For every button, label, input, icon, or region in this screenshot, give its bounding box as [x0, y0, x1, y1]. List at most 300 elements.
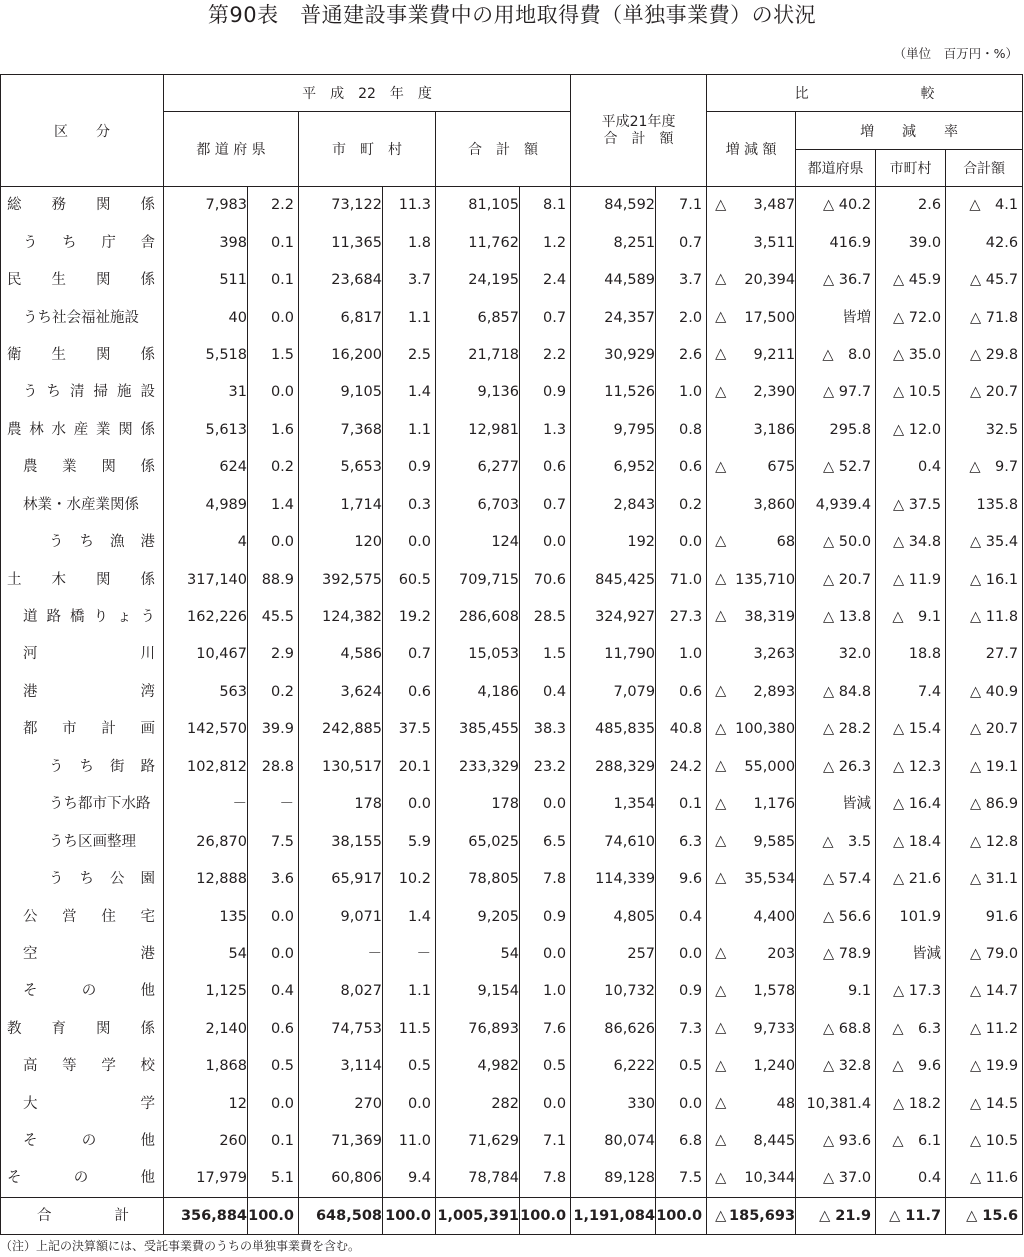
rate-total: △ 79.0 — [946, 935, 1023, 972]
rate-pref: △ 37.0 — [796, 1160, 876, 1197]
muni-value: 4,586 — [299, 636, 383, 673]
rate-muni: △ 16.4 — [876, 786, 946, 823]
total-value: 124 — [436, 523, 520, 560]
label-char: 住 — [101, 908, 116, 925]
rate-muni: 2.6 — [876, 187, 946, 224]
row-label — [1, 299, 164, 336]
label-char: ち — [79, 758, 94, 775]
table-row — [1, 748, 1023, 785]
pref-share: 0.0 — [248, 935, 299, 972]
change-amount: 17,500 — [744, 309, 796, 326]
row-label — [1, 224, 164, 261]
pref-value: 142,570 — [164, 711, 248, 748]
prev-total-share: 24.2 — [656, 748, 707, 785]
pref-value: 102,812 — [164, 748, 248, 785]
muni-value: 60,806 — [299, 1160, 383, 1197]
label-char: そ — [23, 1133, 38, 1150]
pref-value: 511 — [164, 261, 248, 298]
rate-total: △ 35.4 — [946, 523, 1023, 560]
label-char: ょ — [117, 609, 132, 626]
table-row — [1, 411, 1023, 448]
muni-value: 242,885 — [299, 711, 383, 748]
total-share: 1.2 — [520, 224, 571, 261]
change-value — [707, 224, 796, 261]
change-value — [707, 299, 796, 336]
change-value — [707, 561, 796, 598]
rate-muni: △ 18.4 — [876, 823, 946, 860]
total-value: 11,762 — [436, 224, 520, 261]
rate-total: △ 10.5 — [946, 1122, 1023, 1159]
rate-pref: △ 68.8 — [796, 1010, 876, 1047]
label-char: 関 — [96, 1020, 111, 1037]
rate-total: △ 20.7 — [946, 374, 1023, 411]
prev-total-share: 0.4 — [656, 898, 707, 935]
rate-pref: △ 3.5 — [796, 823, 876, 860]
pref-share: 0.6 — [248, 1010, 299, 1047]
prev-total-value: 9,795 — [571, 411, 656, 448]
change-value — [707, 860, 796, 897]
header-change: 増 減 額 — [707, 112, 796, 187]
change-amount: 2,390 — [753, 384, 796, 401]
label-char: 業 — [62, 459, 77, 476]
pref-value: 12 — [164, 1085, 248, 1122]
change-value — [707, 898, 796, 935]
rate-total: △ 19.1 — [946, 748, 1023, 785]
label-char: り — [93, 609, 108, 626]
total-share: 1.3 — [520, 411, 571, 448]
muni-share: 0.3 — [383, 486, 436, 523]
rate-pref: △ 97.7 — [796, 374, 876, 411]
change-value — [707, 187, 796, 224]
rate-pref: △ 57.4 — [796, 860, 876, 897]
decrease-triangle-icon: △ — [715, 608, 727, 625]
total-value: 81,105 — [436, 187, 520, 224]
pref-share: 28.8 — [248, 748, 299, 785]
label-char: う — [49, 871, 64, 888]
prev-total-value: 485,835 — [571, 711, 656, 748]
row-label — [1, 261, 164, 298]
rate-muni: △ 34.8 — [876, 523, 946, 560]
total-value: 65,025 — [436, 823, 520, 860]
pref-share: 0.1 — [248, 261, 299, 298]
header-muni: 市 町 村 — [299, 112, 436, 187]
total-value: 4,982 — [436, 1048, 520, 1085]
label-char: 庁 — [101, 234, 116, 251]
row-label — [1, 374, 164, 411]
pref-value: 10,467 — [164, 636, 248, 673]
muni-share: 0.9 — [383, 449, 436, 486]
total-value: 54 — [436, 935, 520, 972]
pref-value: 1,868 — [164, 1048, 248, 1085]
muni-share: 1.8 — [383, 224, 436, 261]
total-value: 9,205 — [436, 898, 520, 935]
total-value: 76,893 — [436, 1010, 520, 1047]
decrease-triangle-icon: △ — [715, 720, 727, 737]
muni-share: 3.7 — [383, 261, 436, 298]
muni-value: 71,369 — [299, 1122, 383, 1159]
prev-total-share: 6.8 — [656, 1122, 707, 1159]
label-char: 係 — [140, 1020, 155, 1037]
label-char: 計 — [101, 721, 116, 738]
label-char: 林 — [29, 421, 44, 438]
total-share: 7.1 — [520, 1122, 571, 1159]
table-row — [1, 711, 1023, 748]
rate-pref: △ 56.6 — [796, 898, 876, 935]
label-char: 民 — [7, 272, 22, 289]
rate-muni: 39.0 — [876, 224, 946, 261]
rate-muni: △ 6.3 — [876, 1010, 946, 1047]
pref-value: 7,983 — [164, 187, 248, 224]
total-share: 2.2 — [520, 336, 571, 373]
total-share: 0.4 — [520, 673, 571, 710]
header-rate-pref: 都道府県 — [796, 150, 876, 187]
label-char: 港 — [23, 683, 38, 700]
prev-total-share: 0.0 — [656, 935, 707, 972]
table-row — [1, 1122, 1023, 1159]
change-amount: 3,487 — [753, 197, 796, 214]
row-label — [1, 187, 164, 224]
change-value — [707, 1085, 796, 1122]
pref-share: 7.5 — [248, 823, 299, 860]
change-value — [707, 823, 796, 860]
total-value: 233,329 — [436, 748, 520, 785]
label-char: う — [49, 758, 64, 775]
pref-share: 0.2 — [248, 449, 299, 486]
change-amount: 135,710 — [735, 571, 796, 588]
pref-value: 135 — [164, 898, 248, 935]
label-char: 湾 — [140, 683, 155, 700]
label-char: の — [73, 1170, 89, 1187]
rate-muni: △ 45.9 — [876, 261, 946, 298]
muni-share: 1.1 — [383, 299, 436, 336]
row-label — [1, 935, 164, 972]
rate-pref: △ 20.7 — [796, 561, 876, 598]
muni-value: 124,382 — [299, 598, 383, 635]
pref-value: 12,888 — [164, 860, 248, 897]
table-title: 第90表 普通建設事業費中の用地取得費（単独事業費）の状況 — [207, 3, 817, 27]
label-char: 大 — [23, 1095, 38, 1112]
muni-share: 60.5 — [383, 561, 436, 598]
total-value: 12,981 — [436, 411, 520, 448]
rate-muni: △ 10.5 — [876, 374, 946, 411]
row-label — [1, 523, 164, 560]
change-amount: 55,000 — [744, 758, 796, 775]
label-char: 等 — [62, 1058, 77, 1075]
data-table — [0, 74, 1023, 1235]
label-char: 土 — [7, 571, 22, 588]
prev-total-value: 7,079 — [571, 673, 656, 710]
change-value — [707, 374, 796, 411]
label-char: 都 — [23, 721, 38, 738]
total-value: 6,277 — [436, 449, 520, 486]
change-amount: 8,445 — [753, 1133, 796, 1150]
rate-muni: △ 6.1 — [876, 1122, 946, 1159]
label-char: 学 — [101, 1058, 116, 1075]
table-row — [1, 860, 1023, 897]
rate-muni: △ 72.0 — [876, 299, 946, 336]
change-amount: 1,176 — [753, 796, 796, 813]
prev-total-value: 44,589 — [571, 261, 656, 298]
label-char: 係 — [140, 346, 155, 363]
label-char: ち — [79, 534, 94, 551]
decrease-triangle-icon: △ — [715, 570, 727, 587]
muni-share: 0.0 — [383, 786, 436, 823]
rate-muni: 7.4 — [876, 673, 946, 710]
total-value: 71,629 — [436, 1122, 520, 1159]
change-amount: 100,380 — [735, 721, 796, 738]
change-value — [707, 786, 796, 823]
total-share: 0.9 — [520, 374, 571, 411]
decrease-triangle-icon: △ — [715, 533, 727, 550]
pref-share: 88.9 — [248, 561, 299, 598]
prev-total-value: 257 — [571, 935, 656, 972]
row-label — [1, 1122, 164, 1159]
pref-share: 45.5 — [248, 598, 299, 635]
rate-muni: △ 15.4 — [876, 711, 946, 748]
pref-share: 3.6 — [248, 860, 299, 897]
decrease-triangle-icon: △ — [715, 683, 727, 700]
pref-value: 26,870 — [164, 823, 248, 860]
muni-share: 0.5 — [383, 1048, 436, 1085]
decrease-triangle-icon: △ — [715, 870, 727, 887]
label-char: の — [81, 983, 97, 1000]
total-value: 4,186 — [436, 673, 520, 710]
rate-total: 32.5 — [946, 411, 1023, 448]
label-char: そ — [7, 1170, 22, 1187]
pref-share: 0.5 — [248, 1048, 299, 1085]
row-label — [1, 860, 164, 897]
rate-pref: 295.8 — [796, 411, 876, 448]
pref-share: 2.9 — [248, 636, 299, 673]
label-char: う — [140, 609, 155, 626]
rate-pref: 皆増 — [796, 299, 876, 336]
label-char: 港 — [140, 534, 155, 551]
label-char: 育 — [51, 1020, 66, 1037]
prev-total-value: 2,843 — [571, 486, 656, 523]
row-label — [1, 561, 164, 598]
table-row — [1, 673, 1023, 710]
rate-total: △ 29.8 — [946, 336, 1023, 373]
label-char: 校 — [140, 1058, 155, 1075]
rate-muni: △ 9.6 — [876, 1048, 946, 1085]
label-char: 園 — [140, 871, 155, 888]
label-char: 係 — [140, 571, 155, 588]
total-value: 286,608 — [436, 598, 520, 635]
rate-pref: △ 28.2 — [796, 711, 876, 748]
total-share: 0.7 — [520, 486, 571, 523]
pref-value: 1,125 — [164, 973, 248, 1010]
decrease-triangle-icon: △ — [715, 758, 727, 775]
decrease-triangle-icon: △ — [715, 945, 727, 962]
prev-total-share: 6.3 — [656, 823, 707, 860]
change-value — [707, 1160, 796, 1197]
row-label — [1, 486, 164, 523]
prev-total-share: 100.0 — [656, 1197, 707, 1234]
muni-share: 0.7 — [383, 636, 436, 673]
label-char: 係 — [140, 272, 155, 289]
total-share: 28.5 — [520, 598, 571, 635]
prev-total-share: 0.6 — [656, 673, 707, 710]
label-char: 水 — [51, 421, 66, 438]
total-share: 1.0 — [520, 973, 571, 1010]
label-char: 路 — [140, 758, 155, 775]
change-amount: 3,263 — [753, 646, 796, 663]
muni-share: 1.1 — [383, 973, 436, 1010]
prev-total-share: 1.0 — [656, 636, 707, 673]
change-value — [707, 1048, 796, 1085]
label-char: 農 — [7, 421, 22, 438]
muni-share: 11.0 — [383, 1122, 436, 1159]
pref-value: 5,613 — [164, 411, 248, 448]
rate-total: △ 19.9 — [946, 1048, 1023, 1085]
rate-muni: △ 35.0 — [876, 336, 946, 373]
prev-total-share: 0.0 — [656, 523, 707, 560]
rate-pref: 10,381.4 — [796, 1085, 876, 1122]
pref-share: 0.0 — [248, 523, 299, 560]
rate-total: △ 20.7 — [946, 711, 1023, 748]
label-char: う — [49, 534, 64, 551]
muni-value: 7,368 — [299, 411, 383, 448]
pref-value: － — [164, 786, 248, 823]
total-value: 282 — [436, 1085, 520, 1122]
label-char: う — [23, 234, 38, 251]
pref-value: 4 — [164, 523, 248, 560]
muni-share: 100.0 — [383, 1197, 436, 1234]
change-value — [707, 935, 796, 972]
header-total: 合 計 額 — [436, 112, 571, 187]
total-share: 7.6 — [520, 1010, 571, 1047]
muni-share: 0.0 — [383, 1085, 436, 1122]
rate-muni: 0.4 — [876, 449, 946, 486]
footnote: （注）上記の決算額には、受託事業費のうちの単独事業費を含む。 — [0, 1239, 361, 1253]
muni-share: 20.1 — [383, 748, 436, 785]
label-char: 係 — [140, 459, 155, 476]
label-char: 川 — [140, 646, 155, 663]
muni-value: 130,517 — [299, 748, 383, 785]
total-share: 70.6 — [520, 561, 571, 598]
pref-share: 100.0 — [248, 1197, 299, 1234]
muni-share: 11.5 — [383, 1010, 436, 1047]
prev-total-value: 10,732 — [571, 973, 656, 1010]
total-share: 7.8 — [520, 860, 571, 897]
decrease-triangle-icon: △ — [715, 1020, 727, 1037]
total-share: 8.1 — [520, 187, 571, 224]
rate-total: △ 14.5 — [946, 1085, 1023, 1122]
muni-share: 10.2 — [383, 860, 436, 897]
pref-value: 54 — [164, 935, 248, 972]
muni-share: 9.4 — [383, 1160, 436, 1197]
total-share: 100.0 — [520, 1197, 571, 1234]
rate-total: △ 31.1 — [946, 860, 1023, 897]
muni-share: 37.5 — [383, 711, 436, 748]
change-amount: 203 — [767, 945, 796, 962]
rate-muni: 18.8 — [876, 636, 946, 673]
decrease-triangle-icon: △ — [715, 308, 727, 325]
total-value: 78,784 — [436, 1160, 520, 1197]
table-row — [1, 224, 1023, 261]
change-value — [707, 636, 796, 673]
change-value — [707, 1122, 796, 1159]
rate-total: △ 9.7 — [946, 449, 1023, 486]
muni-value: 5,653 — [299, 449, 383, 486]
pref-share: 0.0 — [248, 898, 299, 935]
decrease-triangle-icon: △ — [715, 795, 727, 812]
row-label — [1, 898, 164, 935]
rate-total: △ 15.6 — [946, 1197, 1023, 1234]
prev-total-value: 11,790 — [571, 636, 656, 673]
change-amount: 3,511 — [753, 234, 796, 251]
pref-share: 39.9 — [248, 711, 299, 748]
table-row — [1, 374, 1023, 411]
prev-total-value: 74,610 — [571, 823, 656, 860]
rate-pref: △ 93.6 — [796, 1122, 876, 1159]
change-value — [707, 598, 796, 635]
label-text: うち都市下水路 — [49, 796, 151, 813]
header-rate-total: 合計額 — [946, 150, 1023, 187]
label-char: 関 — [96, 346, 111, 363]
muni-value: 270 — [299, 1085, 383, 1122]
prev-total-value: 845,425 — [571, 561, 656, 598]
label-char: ち — [46, 384, 61, 401]
prev-total-value: 6,952 — [571, 449, 656, 486]
table-row — [1, 449, 1023, 486]
change-value — [707, 748, 796, 785]
label-char: 河 — [23, 646, 38, 663]
rate-total: △ 4.1 — [946, 187, 1023, 224]
muni-value: 6,817 — [299, 299, 383, 336]
pref-value: 398 — [164, 224, 248, 261]
row-label — [1, 748, 164, 785]
rate-muni: △ 11.7 — [876, 1197, 946, 1234]
total-share: 0.6 — [520, 449, 571, 486]
rate-muni: △ 37.5 — [876, 486, 946, 523]
decrease-triangle-icon: △ — [715, 383, 727, 400]
total-share: 7.8 — [520, 1160, 571, 1197]
rate-muni: △ 12.3 — [876, 748, 946, 785]
rate-total: △ 11.6 — [946, 1160, 1023, 1197]
label-char: 高 — [23, 1058, 38, 1075]
prev-total-value: 1,354 — [571, 786, 656, 823]
change-value — [707, 261, 796, 298]
label-char: 関 — [101, 459, 116, 476]
muni-value: 74,753 — [299, 1010, 383, 1047]
pref-value: 40 — [164, 299, 248, 336]
muni-value: 73,122 — [299, 187, 383, 224]
label-text: 林業・水産業関係 — [23, 496, 139, 513]
pref-value: 5,518 — [164, 336, 248, 373]
header-h21 — [571, 75, 707, 187]
rate-pref: 32.0 — [796, 636, 876, 673]
row-label — [1, 598, 164, 635]
decrease-triangle-icon: △ — [715, 271, 727, 288]
table-row — [1, 561, 1023, 598]
rate-total: 135.8 — [946, 486, 1023, 523]
muni-value: 3,114 — [299, 1048, 383, 1085]
label-text: うち区画整理 — [49, 833, 136, 850]
change-amount: 9,585 — [753, 833, 796, 850]
rate-total: △ 40.9 — [946, 673, 1023, 710]
muni-share: 1.4 — [383, 374, 436, 411]
muni-value: 23,684 — [299, 261, 383, 298]
prev-total-value: 192 — [571, 523, 656, 560]
prev-total-value: 114,339 — [571, 860, 656, 897]
muni-share: 1.1 — [383, 411, 436, 448]
table-row — [1, 1085, 1023, 1122]
change-amount: 48 — [776, 1095, 796, 1112]
pref-share: 0.0 — [248, 1085, 299, 1122]
row-label — [1, 673, 164, 710]
row-label — [1, 823, 164, 860]
